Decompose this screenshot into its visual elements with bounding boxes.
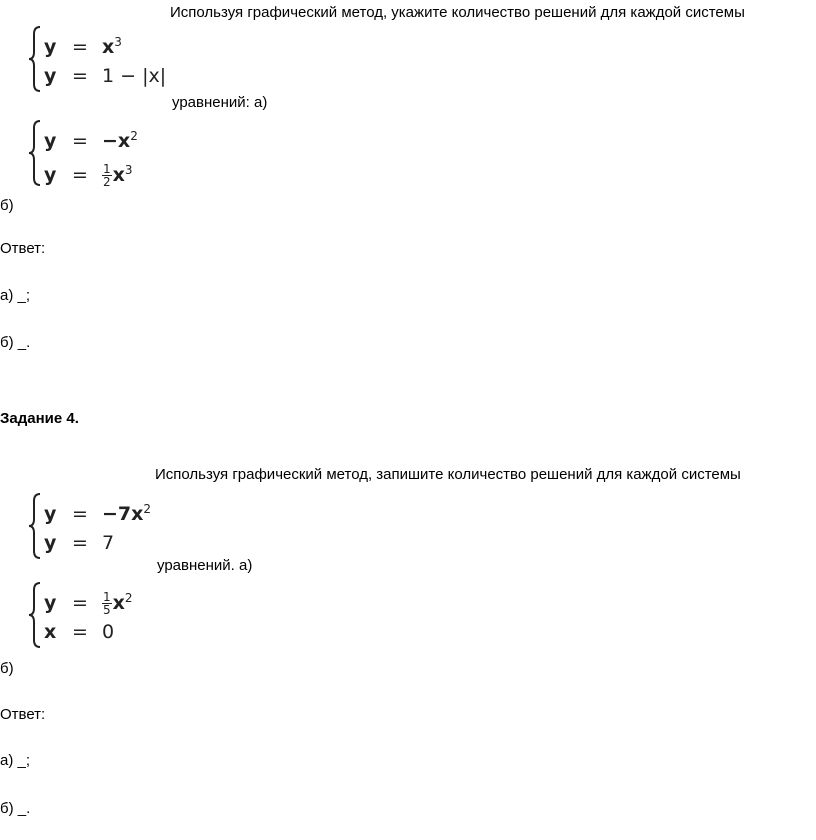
task3-answer-label: Ответ: xyxy=(0,240,46,257)
task4-title: Задание 4. xyxy=(0,410,79,427)
system-3b-row2: y = $\frac{1}{2}$ $x^3$ xyxy=(44,162,133,190)
system-4a-row2: y = 7 xyxy=(44,532,115,554)
task3-answer-b: б) _. xyxy=(0,334,31,351)
system-3b xyxy=(28,118,188,190)
system-3a-row1: $y = x^3$ xyxy=(44,35,122,59)
task4-answer-b: б) _. xyxy=(0,800,31,817)
system-4b-row1: y = $\frac{1}{5}$ $x^2$ xyxy=(44,590,133,618)
system-3a-row2: y = 1 − |x| xyxy=(44,65,167,87)
task4-instruction-end: уравнений. а) xyxy=(157,557,253,574)
task4-answer-label: Ответ: xyxy=(0,706,46,723)
brace-icon xyxy=(28,580,42,650)
brace-icon xyxy=(28,118,42,188)
system-4a xyxy=(28,491,188,561)
task3-instruction: Используя графический метод, укажите количество решений для каждой системы xyxy=(170,4,745,21)
fraction: $\frac{1}{2}$ xyxy=(103,162,111,190)
task4-answer-a: а) _; xyxy=(0,752,31,769)
system-3b-row1: $y = -x^2$ xyxy=(44,129,138,153)
system-4b xyxy=(28,580,188,652)
task3-answer-a: а) _; xyxy=(0,287,31,304)
task4-instruction: Используя графический метод, запишите количество решений для каждой системы xyxy=(155,466,741,483)
task3-instruction-end: уравнений: а) xyxy=(172,94,268,111)
fraction: $\frac{1}{5}$ xyxy=(103,590,111,618)
task3-label-b: б) xyxy=(0,197,14,214)
brace-icon xyxy=(28,491,42,561)
brace-icon xyxy=(28,24,42,94)
system-3a xyxy=(28,24,188,94)
system-4b-row2: x = 0 xyxy=(44,621,115,643)
task4-label-b: б) xyxy=(0,660,14,677)
system-4a-row1: $y = -7x^2$ xyxy=(44,502,152,526)
